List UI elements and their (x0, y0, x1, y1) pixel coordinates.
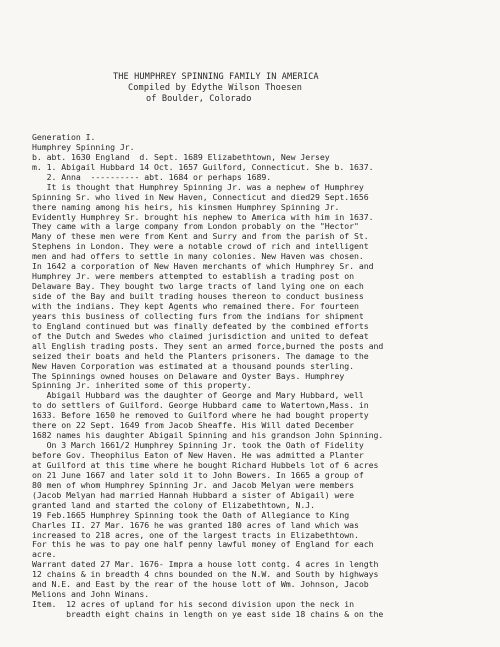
body-line: The Spinnings owned houses on Delaware and Oyster Bays. Humphrey (32, 370, 345, 381)
body-line: seized their boats and held the Planters prisoners. The damage to the (32, 350, 369, 361)
body-line: with the indians. They kept Agents who remained there. For fourteen (32, 300, 359, 311)
body-line: Spinning Sr. who lived in New Haven, Connecticut and died29 Sept.1656 (32, 191, 369, 202)
document-body (32, 133, 492, 620)
body-line: Abigail Hubbard was the daughter of George and Mary Hubbard, well (32, 390, 364, 401)
body-line: there naming among his heirs, his kinsmen Humphrey Spinning Jr. (32, 201, 340, 212)
body-line: It is thought that Humphrey Spinning Jr. was a nephew of Humphrey (32, 181, 364, 192)
body-line: on 21 June 1667 and later sold it to John Bowers. In 1665 a group of (32, 469, 364, 480)
body-line: 19 Feb.1665 Humphrey Spinning took the Oath of Allegiance to King (32, 509, 350, 520)
body-line: 2. Anna ---------- abt. 1684 or perhaps 1689. (32, 171, 272, 182)
body-line: Humphrey Spinning Jr. (32, 141, 135, 152)
body-line: 12 chains & in breadth 4 chns bounded on the N.W. and South by highways (32, 569, 379, 580)
body-line: Melions and John Winans. (32, 589, 150, 600)
body-line: side of the Bay and built trading houses thereon to conduct business (32, 291, 364, 301)
body-line: b. abt. 1630 England d. Sept. 1689 Elizabethtown, New Jersey (32, 151, 330, 162)
body-line: Warrant dated 27 Mar. 1676- Impra a house lott contg. 4 acres in length (32, 559, 379, 570)
body-line: Delaware Bay. They bought two large tracts of land lying one on each (32, 281, 364, 292)
body-line: Item. 12 acres of upland for his second division upon the neck in (32, 599, 355, 610)
body-line: there on 22 Sept. 1649 from Jacob Sheaffe. His Will dated December (32, 420, 355, 431)
body-line: New Haven Corporation was estimated at a thousand pounds sterling. (32, 360, 355, 371)
body-line: 1633. Before 1650 he removed to Guilford where he had bought property (32, 410, 369, 421)
body-line: breadth eight chains in length on ye east side 18 chains & on the (32, 609, 384, 619)
body-line: men and had offers to settle in many colonies. New Haven was chosen. (32, 251, 364, 262)
body-line: For this he was to pay one half penny lawful money of England for each (32, 539, 374, 550)
body-line: On 3 March 1661/2 Humphrey Spinning Jr. took the Oath of Fidelity (32, 440, 364, 451)
body-line: Spinning Jr. inherited some of this property. (32, 380, 252, 391)
body-line: years this business of collecting furs from the indians for shipment (32, 310, 364, 321)
body-line: at Guilford at this time where he bought Richard Hubbels lot of 6 acres (32, 459, 379, 470)
body-line: and N.E. and East by the rear of the house lott of Wm. Johnson, Jacob (32, 579, 369, 590)
body-line: acre. (32, 549, 57, 560)
body-line: Humphrey Jr. were members attempted to establish a trading post on (32, 271, 355, 282)
body-line: to England continued but was finally defeated by the combined efforts (32, 320, 369, 331)
body-line: 80 men of whom Humphrey Spinning Jr. and Jacob Melyan were members (32, 479, 355, 490)
body-line: Many of these men were from Kent and Surry and from the parish of St. (32, 231, 369, 242)
body-line: to do settlers of Guilford. George Hubbard came to Watertown,Mass. in (32, 400, 369, 411)
body-line: Charles II. 27 Mar. 1676 he was granted 180 acres of land which was (32, 519, 359, 530)
generation-heading: Generation I. (32, 132, 96, 142)
body-line: Evidently Humphrey Sr. brought his nephew to America with him in 1637. (32, 211, 374, 222)
body-line: They came with a large company from London probably on the "Hector" (32, 221, 359, 232)
location-line: of Boulder, Colorado (146, 94, 252, 104)
body-line: In 1642 a corporation of New Haven merchants of which Humphrey Sr. and (32, 261, 374, 272)
body-line: granted land and started the colony of Elizabethtown, N.J. (32, 499, 315, 510)
body-line: increased to 218 acres, one of the largest tracts in Elizabethtown. (32, 529, 359, 540)
body-line: 1682 names his daughter Abigail Spinning and his grandson John Spinning. (32, 430, 384, 441)
compiled-by-line: Compiled by Edythe Wilson Thoesen (128, 83, 303, 93)
body-line: of the Dutch and Swedes who claimed jurisdiction and united to defeat (32, 330, 369, 341)
body-line: all English trading posts. They sent an armed force,burned the posts and (32, 340, 384, 351)
body-line: (Jacob Melyan had married Hannah Hubbard a sister of Abigail) were (32, 489, 355, 500)
body-line: m. 1. Abigail Hubbard 14 Oct. 1657 Guilford, Connecticut. She b. 1637. (32, 161, 374, 172)
body-line: Stephens in London. They were a notable crowd of rich and intelligent (32, 241, 369, 252)
document-title: THE HUMPHREY SPINNING FAMILY IN AMERICA (113, 72, 319, 82)
body-line: before Gov. Theophilus Eaton of New Haven. He was admitted a Planter (32, 450, 364, 460)
